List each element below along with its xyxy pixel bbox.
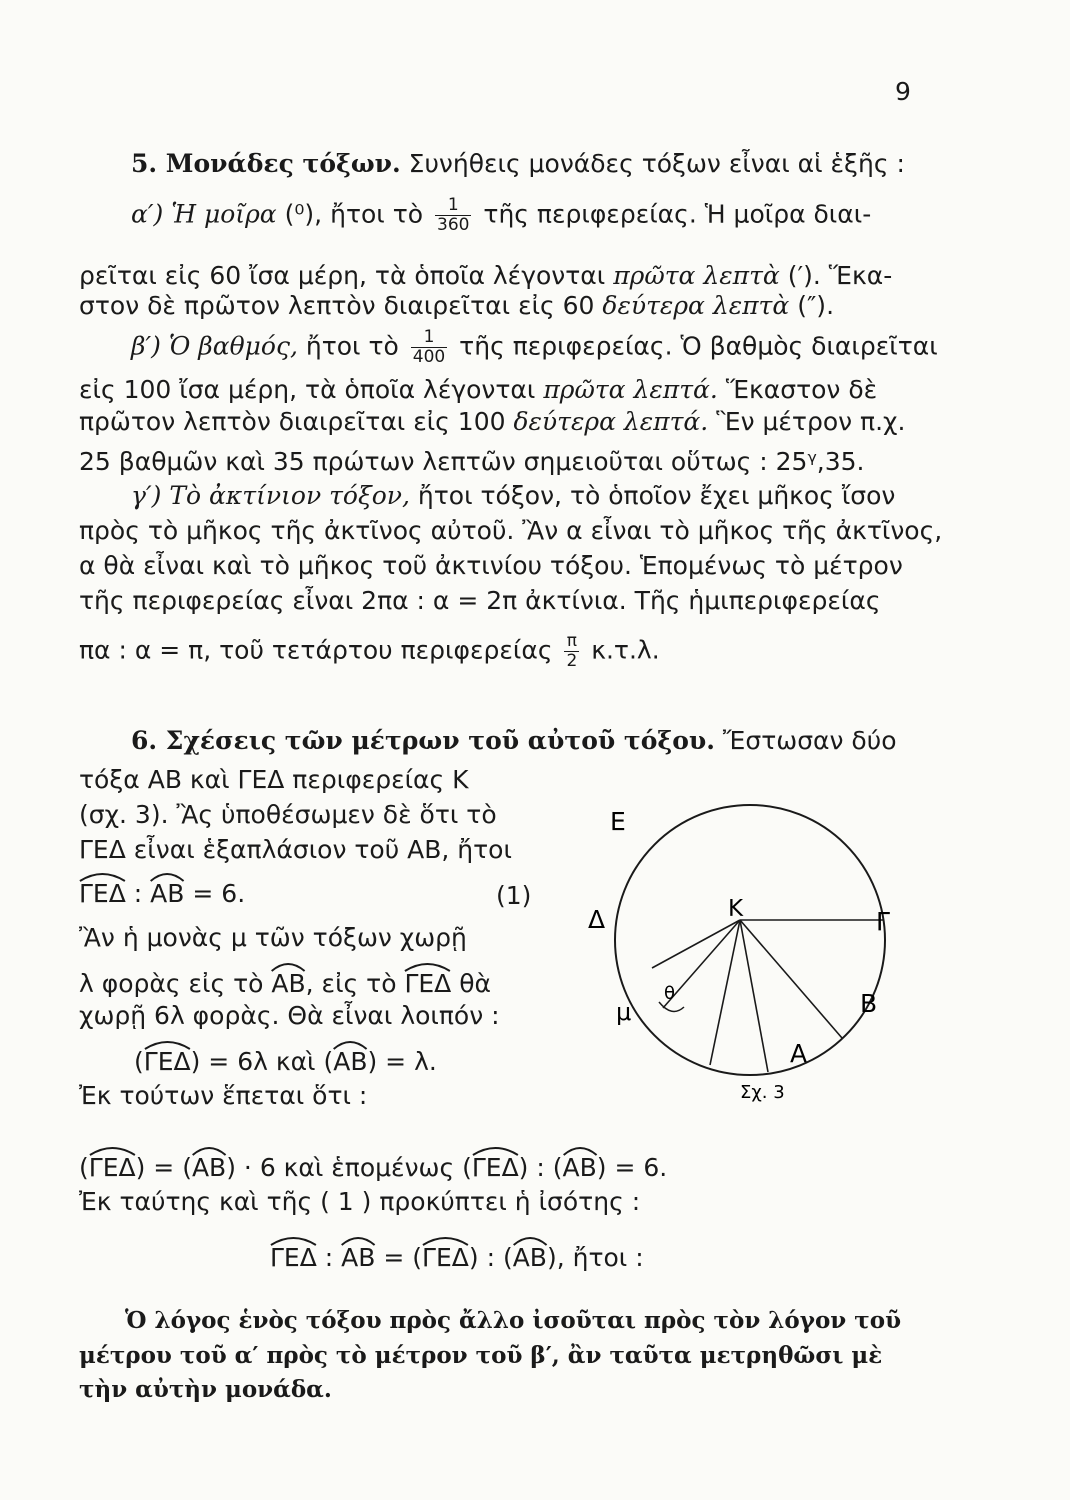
text: ( — [79, 1153, 89, 1182]
arc-label: ΓΕΔ — [422, 1243, 469, 1272]
section6-line5 — [79, 966, 491, 1000]
frac-den: 2 — [566, 651, 578, 671]
text: ) = 6λ καὶ ( — [190, 1047, 334, 1076]
equation-1-number: (1) — [496, 881, 532, 910]
text: = 6. — [192, 879, 246, 908]
arc-gamma-epsilon-delta — [472, 1150, 519, 1184]
arc-label: ΑΒ — [191, 1153, 227, 1182]
fraction-pi-2 — [564, 632, 579, 671]
label-gamma: Γ — [876, 907, 890, 936]
label-mu: μ — [616, 998, 632, 1026]
label-B: Β — [860, 989, 878, 1018]
arc-label: ΓΕΔ — [143, 1047, 191, 1076]
text: ), ἤτοι : — [546, 1243, 644, 1272]
text: Ἓν μέτρον π.χ. — [716, 407, 906, 436]
arc-gamma-epsilon-delta — [89, 1150, 136, 1184]
text: θὰ — [459, 969, 492, 998]
section5-title: 5. Μονάδες τόξων. — [131, 149, 401, 178]
arc-alpha-beta — [333, 1044, 367, 1078]
section5-a-pre: ἤτοι τὸ — [330, 199, 424, 229]
text: Ἕκαστον δὲ — [725, 375, 878, 404]
text: ) = 6. — [596, 1153, 668, 1182]
label-E: Ε — [610, 807, 626, 836]
term-second-minutes: δεύτερα λεπτὰ — [602, 291, 790, 320]
arc-gamma-epsilon-delta — [422, 1240, 469, 1274]
arc-label: ΑΒ — [341, 1243, 376, 1272]
section6-line8: Ἐκ ταύτης καὶ τῆς ( 1 ) προκύπτει ἡ ἰσότης : — [79, 1187, 641, 1216]
text: τῆς περιφερείας. Ὁ βαθμὸς διαιρεῖται — [459, 331, 938, 361]
fraction-1-360 — [435, 196, 471, 235]
arc-label: ΓΕΔ — [471, 1153, 519, 1182]
text: στον δὲ πρῶτον λεπτὸν διαιρεῖται εἰς 60 — [79, 291, 595, 320]
text: (′). Ἕκα- — [787, 261, 893, 290]
section6-line2: (σχ. 3). Ἂς ὑποθέσωμεν δὲ ὅτι τὸ — [79, 800, 497, 829]
section5-line1 — [131, 148, 905, 180]
text: ) : ( — [518, 1153, 563, 1182]
text: ἤτοι τόξον, τὸ ὁποῖον ἔχει μῆκος ἴσον — [417, 481, 896, 510]
frac-num: π — [564, 632, 579, 652]
section5-a-line3 — [79, 290, 834, 322]
text: ( — [134, 1047, 144, 1076]
figure-caption: Σχ. 3 — [740, 1082, 785, 1103]
text: Ἔστωσαν δύο — [722, 726, 897, 755]
text: (″). — [797, 291, 835, 320]
text: ) · 6 καὶ ἑπομένως ( — [226, 1153, 472, 1182]
circle — [615, 805, 885, 1075]
arc-alpha-beta — [563, 1150, 597, 1184]
text: ) = λ. — [367, 1047, 437, 1076]
arc-label: ΑΒ — [512, 1243, 547, 1272]
arc-alpha-beta — [192, 1150, 226, 1184]
arc-gamma-epsilon-delta — [270, 1240, 317, 1274]
text: : — [133, 879, 143, 908]
arc-label: ΓΕΔ — [79, 879, 126, 908]
rule-line1: Ὁ λόγος ἑνὸς τόξου πρὸς ἄλλο ἰσοῦται πρὸς τὸν λόγον τοῦ — [125, 1307, 902, 1334]
term: πρῶτα λεπτά. — [543, 375, 718, 404]
section5-b-label: β′) Ὁ βαθμός, — [131, 331, 298, 361]
section5-b-line4: 25 βαθμῶν καὶ 35 πρώτων λεπτῶν σημειοῦται οὕτως : 25ᵞ,35. — [79, 447, 865, 476]
arc-label: ΑΒ — [562, 1153, 597, 1182]
label-K: Κ — [728, 896, 744, 922]
arc-label: ΓΕΔ — [270, 1243, 317, 1272]
frac-num: 1 — [435, 196, 471, 216]
section5-a-line1 — [131, 196, 871, 235]
section5-c-line3: α θὰ εἶναι καὶ τὸ μῆκος τοῦ ἀκτινίου τόξου. Ἑπομένως τὸ μέτρον — [79, 551, 903, 580]
text: : — [324, 1243, 334, 1272]
section6-line4: Ἂν ἡ μονὰς μ τῶν τόξων χωρῇ — [79, 923, 467, 952]
arc-label: ΑΒ — [150, 879, 185, 908]
arc-label: ΑΒ — [333, 1047, 368, 1076]
term-first-minutes: πρῶτα λεπτὰ — [613, 261, 780, 290]
frac-den: 360 — [437, 215, 470, 235]
text: πρῶτον λεπτὸν διαιρεῖται εἰς 100 — [79, 407, 506, 436]
section6-line1: τόξα ΑΒ καὶ ΓΕΔ περιφερείας Κ — [79, 765, 469, 794]
text: ) : ( — [468, 1243, 513, 1272]
rule-line3: τὴν αὐτὴν μονάδα. — [79, 1376, 332, 1403]
section5-b-line3 — [79, 406, 905, 438]
text: ) = ( — [135, 1153, 192, 1182]
arc-alpha-beta — [150, 876, 184, 910]
equation-1 — [79, 876, 245, 910]
equation-3 — [79, 1150, 667, 1184]
arc-alpha-beta — [513, 1240, 547, 1274]
text: ἤτοι τὸ — [305, 331, 399, 361]
degree-symbol: (⁰), — [284, 199, 323, 229]
equation-2 — [134, 1044, 437, 1078]
frac-den: 400 — [412, 347, 446, 367]
section5-b-line1 — [131, 328, 938, 367]
text: λ φορὰς εἰς τὸ — [79, 969, 264, 998]
section6-title-line — [131, 725, 897, 757]
text: εἰς 100 ἴσα μέρη, τὰ ὁποῖα λέγονται — [79, 375, 536, 404]
label-delta-left: Δ — [588, 905, 606, 934]
section5-intro: Συνήθεις μονάδες τόξων εἶναι αἱ ἑξῆς : — [408, 149, 905, 178]
text: ρεῖται εἰς 60 ἴσα μέρη, τὰ ὁποῖα λέγονται — [79, 261, 606, 290]
arc-label: ΓΕΔ — [404, 969, 452, 998]
text: πα : α = π, τοῦ τετάρτου περιφερείας — [79, 635, 553, 665]
label-A: Α — [790, 1039, 808, 1068]
arc-gamma-epsilon-delta — [144, 1044, 191, 1078]
section5-c-line5 — [79, 632, 660, 671]
section5-c-line2: πρὸς τὸ μῆκος τῆς ἀκτῖνος αὐτοῦ. Ἂν α εἶναι τὸ μῆκος τῆς ἀκτῖνος, — [79, 516, 943, 545]
frac-num: 1 — [411, 328, 447, 348]
page-number: 9 — [895, 77, 911, 106]
section6-line7: Ἐκ τούτων ἕπεται ὅτι : — [79, 1081, 368, 1110]
arc-gamma-epsilon-delta — [404, 966, 451, 1000]
section5-c-line4: τῆς περιφερείας εἶναι 2πα : α = 2π ἀκτίνια. Τῆς ἡμιπεριφερείας — [79, 586, 881, 615]
section5-b-line2 — [79, 374, 877, 406]
rule-line2: μέτρου τοῦ α′ πρὸς τὸ μέτρον τοῦ β′, ἂν ταῦτα μετρηθῶσι μὲ — [79, 1342, 883, 1369]
text: κ.τ.λ. — [591, 635, 660, 665]
figure-3-circle-diagram — [580, 780, 910, 1110]
section6-line6: χωρῇ 6λ φορὰς. Θὰ εἶναι λοιπόν : — [79, 1001, 500, 1030]
arc-alpha-beta — [271, 966, 305, 1000]
arc-label: ΑΒ — [271, 969, 306, 998]
section5-a-post: τῆς περιφερείας. Ἡ μοῖρα διαι- — [483, 199, 872, 229]
arc-label: ΓΕΔ — [88, 1153, 136, 1182]
section5-c-line1 — [131, 480, 895, 512]
section6-title: 6. Σχέσεις τῶν μέτρων τοῦ αὐτοῦ τόξου. — [131, 726, 715, 755]
text: , εἰς τὸ — [305, 969, 397, 998]
term: δεύτερα λεπτά. — [513, 407, 709, 436]
section5-a-label: α′) Ἡ μοῖρα — [131, 199, 277, 229]
radii — [652, 920, 884, 1072]
fraction-1-400 — [411, 328, 447, 367]
section5-a-line2 — [79, 260, 892, 292]
section6-line3: ΓΕΔ εἶναι ἑξαπλάσιον τοῦ ΑΒ, ἤτοι — [79, 835, 512, 864]
equation-4 — [270, 1240, 644, 1274]
label-theta: θ — [664, 983, 676, 1004]
arc-gamma-epsilon-delta — [79, 876, 126, 910]
arc-alpha-beta — [341, 1240, 375, 1274]
text: = ( — [383, 1243, 423, 1272]
section5-c-label: γ′) Τὸ ἀκτίνιον τόξον, — [131, 481, 410, 510]
